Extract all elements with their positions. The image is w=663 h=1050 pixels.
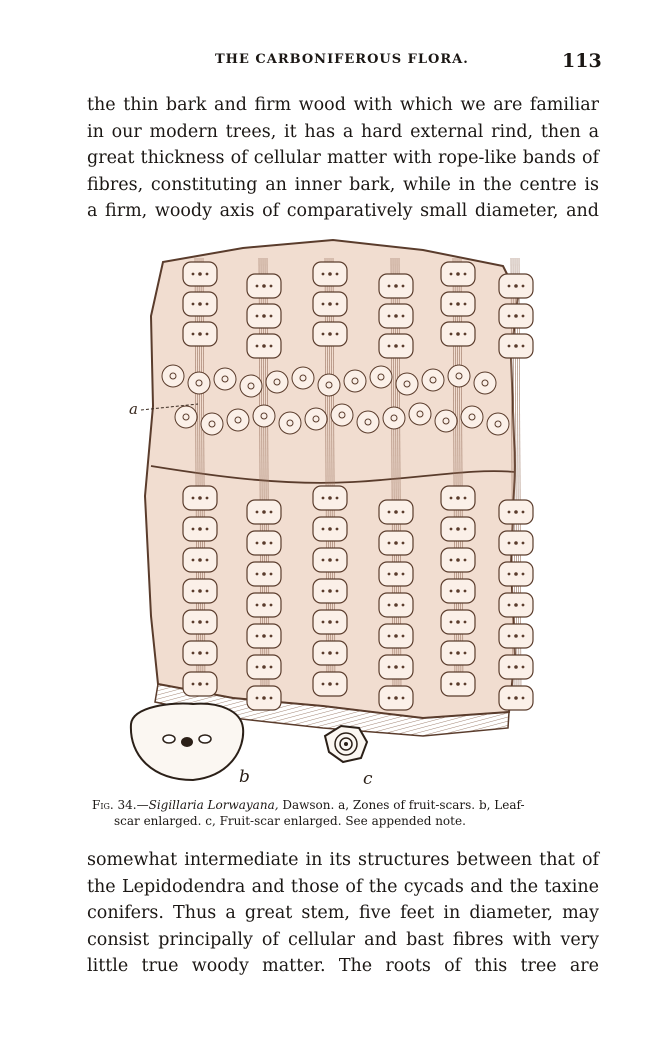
text-line: conifers. Thus a great stem, five feet in diameter, may [87,903,599,923]
caption-line-1: Fig. 34.—Sigillaria Lorwayana, Dawson. a, Zones of fruit-scars. b, Leaf- [92,798,525,812]
sigillaria-figure [123,236,543,796]
label-b: b [239,767,250,787]
species-name: Sigillaria Lorwayana, [148,798,279,812]
label-a: a [129,400,138,418]
leaf-scar-enlarged [131,704,243,780]
text-line: little true woody matter. The roots of this tree are [87,956,599,976]
page-number: 113 [562,50,602,72]
text-line: the Lepidodendra and those of the cycads and the taxine [87,876,599,897]
fossil-illustration [123,236,543,796]
text-line: in our modern trees, it has a hard external rind, then a [87,121,599,142]
caption-text: Dawson. a, Zones of fruit-scars. b, Leaf- [278,798,525,812]
text-line: the thin bark and firm wood with which we are familiar [87,95,599,115]
figure-number: Fig. 34. [92,798,137,812]
paragraph-bottom [87,847,599,980]
text-line: great thickness of cellular matter with rope-like bands of [87,148,599,168]
figure-caption [92,797,597,829]
text-line: consist principally of cellular and bast fibres with very [87,929,599,950]
text-line: fibres, constituting an inner bark, while in the centre is [87,174,599,195]
caption-line-2: scar enlarged. c, Fruit-scar enlarged. See appended note. [114,814,466,828]
label-c: c [363,769,373,789]
text-line: somewhat intermediate in its structures between that of [87,850,599,870]
running-head: THE CARBONIFEROUS FLORA. [215,52,469,67]
text-line: a firm, woody axis of comparatively small diameter, and [87,201,599,221]
paragraph-top [87,92,599,225]
fruit-scar-enlarged [325,726,367,762]
